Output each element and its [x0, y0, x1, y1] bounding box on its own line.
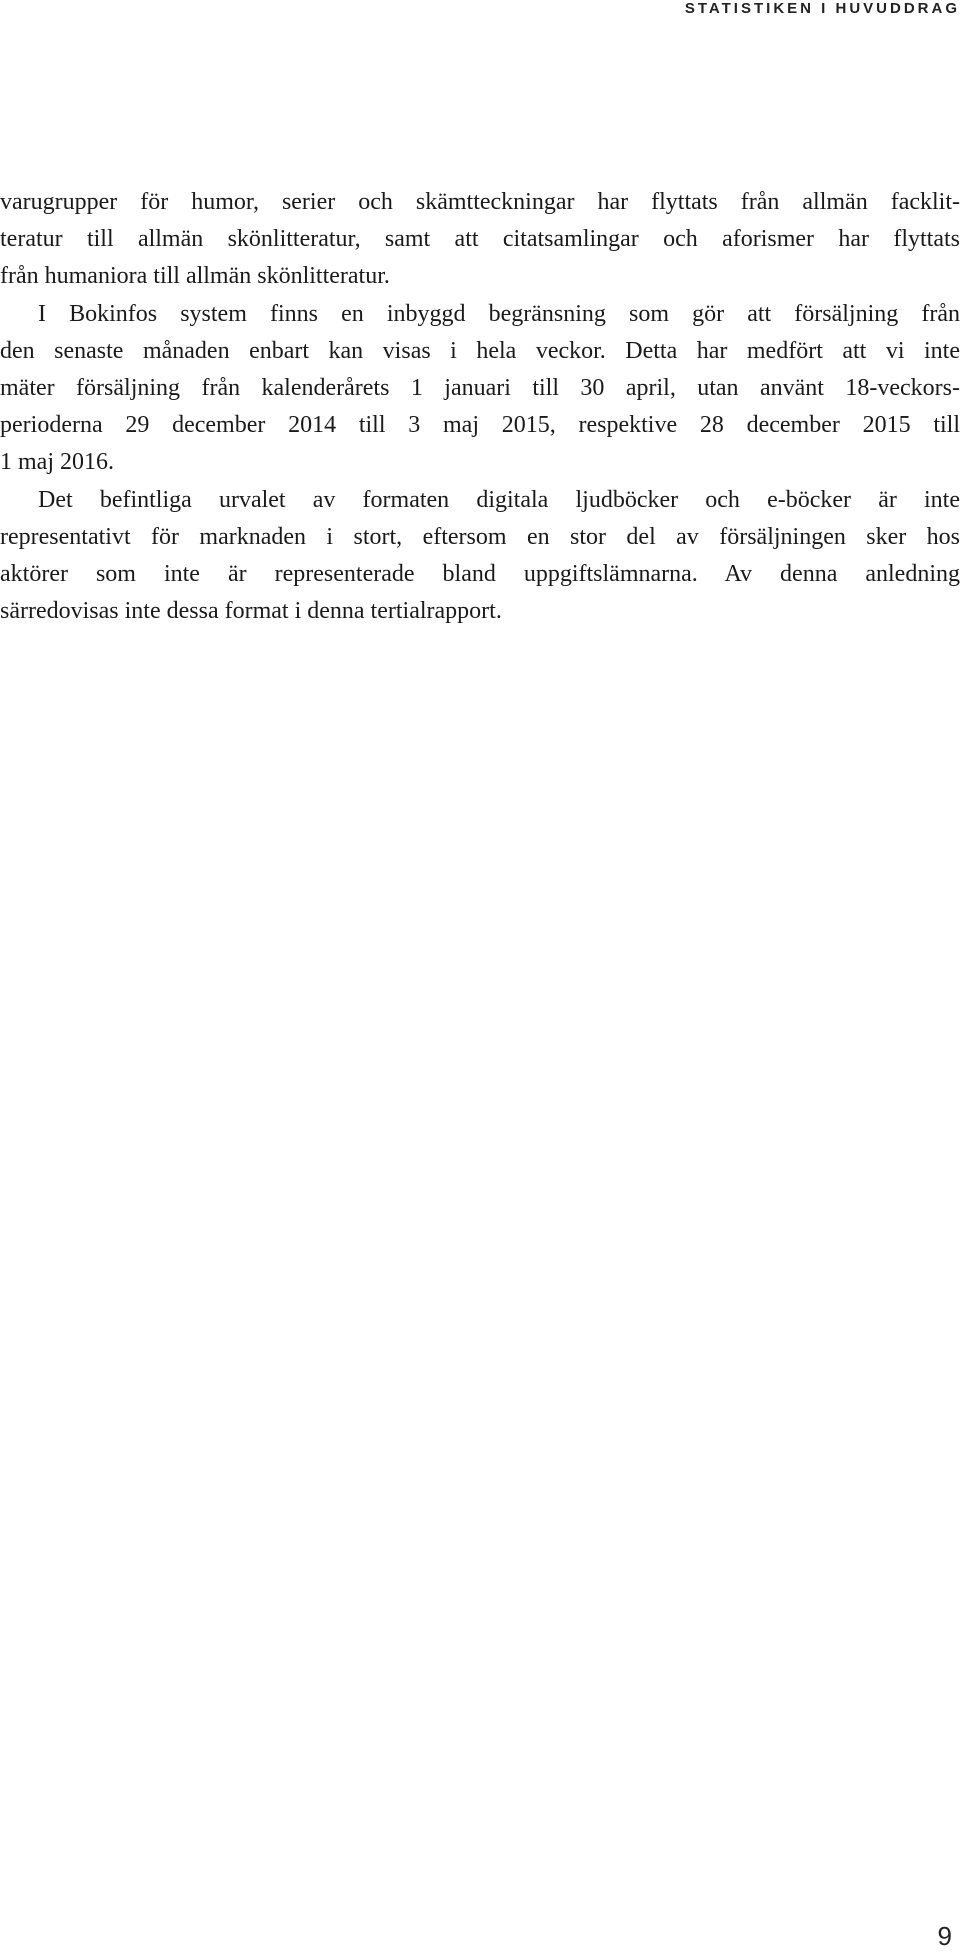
- text-line: 1 maj 2016.: [0, 449, 114, 476]
- text-line: perioderna 29 december 2014 till 3 maj 2015, respektive 28 december 2015 till: [0, 412, 960, 439]
- text-line: teratur till allmän skönlitteratur, samt att citatsamlingar och aforismer har flyttats: [0, 226, 960, 253]
- text-line: särredovisas inte dessa format i denna tertialrapport.: [0, 598, 502, 625]
- paragraph-start-line: Det befintliga urvalet av formaten digitala ljudböcker och e-böcker är inte: [38, 486, 960, 513]
- paragraph-start-line: I Bokinfos system finns en inbyggd begränsning som gör att försäljning från: [38, 300, 960, 327]
- text-line: den senaste månaden enbart kan visas i hela veckor. Detta har medfört att vi inte: [0, 337, 960, 364]
- page-number: 9: [937, 1921, 952, 1951]
- text-line: mäter försäljning från kalenderårets 1 januari till 30 april, utan använt 18-veckors-: [0, 374, 960, 401]
- text-line: från humaniora till allmän skönlitteratur.: [0, 263, 390, 290]
- text-line: varugrupper för humor, serier och skämtteckningar har flyttats från allmän facklit-: [0, 189, 960, 215]
- text-line: aktörer som inte är representerade bland uppgiftslämnarna. Av denna anledning: [0, 560, 960, 587]
- text-line: representativt för marknaden i stort, eftersom en stor del av försäljningen sker hos: [0, 523, 960, 550]
- running-header: STATISTIKEN I HUVUDDRAG: [684, 0, 960, 17]
- body-text: [0, 184, 960, 630]
